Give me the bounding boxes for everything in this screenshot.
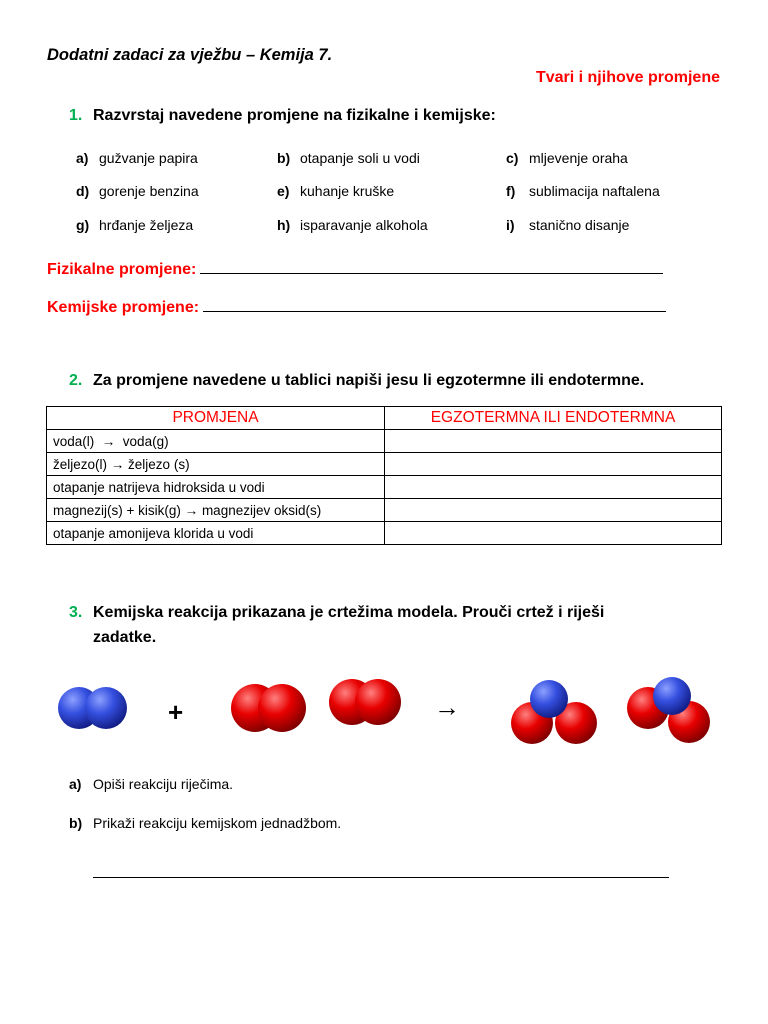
table-cell-change xyxy=(47,453,385,476)
chemical-answer-row xyxy=(47,297,666,317)
item-label: b) xyxy=(277,150,291,166)
item-text: isparavanje alkohola xyxy=(300,217,428,233)
table-row xyxy=(47,453,722,476)
oxygen-molecule-icon xyxy=(329,679,401,725)
item-text: otapanje soli u vodi xyxy=(300,150,420,166)
item-text: Prikaži reakciju kemijskom jednadžbom. xyxy=(93,815,342,831)
question-1 xyxy=(69,107,496,125)
item-label: a) xyxy=(76,150,89,166)
physical-answer-row xyxy=(47,259,663,279)
table-cell-answer[interactable] xyxy=(385,453,722,476)
table-cell-change xyxy=(47,499,385,522)
item-label: d) xyxy=(76,183,90,199)
list-item xyxy=(69,815,341,831)
question-1-number: 1. xyxy=(69,107,83,124)
change-description: otapanje amonijeva klorida u vodi xyxy=(53,525,254,541)
chemical-changes-label: Kemijske promjene: xyxy=(47,299,200,316)
change-reactant: željezo(l) xyxy=(53,456,108,472)
question-2-number: 2. xyxy=(69,372,83,389)
table-cell-answer[interactable] xyxy=(385,522,722,545)
equation-answer-line[interactable] xyxy=(93,877,669,878)
question-3-text-line2: zadatke. xyxy=(93,629,157,646)
question-2-text: Za promjene navedene u tablici napiši jesu li egzotermne ili endotermne. xyxy=(93,372,645,389)
list-item xyxy=(277,217,428,233)
change-description: otapanje natrijeva hidroksida u vodi xyxy=(53,479,265,495)
table-cell-answer[interactable] xyxy=(385,476,722,499)
table-row xyxy=(47,476,722,499)
item-text: gužvanje papira xyxy=(99,150,198,166)
question-2 xyxy=(69,372,644,390)
question-3-text-line1: Kemijska reakcija prikazana je crtežima modela. Prouči crtež i riješi xyxy=(93,604,605,621)
item-label: a) xyxy=(69,776,82,792)
reaction-arrow-icon: → xyxy=(434,692,460,722)
list-item xyxy=(506,150,628,166)
table-cell-answer[interactable] xyxy=(385,499,722,522)
table-cell-change xyxy=(47,430,385,453)
change-product: voda(g) xyxy=(122,433,169,449)
list-item xyxy=(277,183,394,199)
reaction-arrow-icon: → xyxy=(110,456,125,472)
item-text: gorenje benzina xyxy=(99,183,199,199)
nitrogen-dioxide-molecule-icon xyxy=(627,677,710,743)
table-cell-answer[interactable] xyxy=(385,430,722,453)
table-header-change: PROMJENA xyxy=(47,407,385,430)
list-item xyxy=(506,217,629,233)
plus-sign: + xyxy=(168,697,184,727)
question-1-text: Razvrstaj navedene promjene na fizikalne i kemijske: xyxy=(93,107,496,124)
item-label: c) xyxy=(506,150,519,166)
list-item xyxy=(76,217,193,233)
table-row xyxy=(47,499,722,522)
page-title: Dodatni zadaci za vježbu – Kemija 7. xyxy=(47,46,333,64)
item-text: kuhanje kruške xyxy=(300,183,395,199)
item-label: i) xyxy=(506,217,515,233)
list-item xyxy=(506,183,660,199)
item-text: sublimacija naftalena xyxy=(529,183,660,199)
table-row xyxy=(47,522,722,545)
nitrogen-molecule-icon xyxy=(58,687,127,729)
item-label: g) xyxy=(76,217,90,233)
list-item xyxy=(76,150,198,166)
list-item xyxy=(277,150,420,166)
table-cell-change xyxy=(47,522,385,545)
change-product: magnezijev oksid(s) xyxy=(201,502,322,518)
list-item xyxy=(76,183,199,199)
item-text: stanično disanje xyxy=(529,217,630,233)
reaction-arrow-icon: → xyxy=(101,433,116,449)
exo-endo-table xyxy=(46,406,722,545)
item-label: h) xyxy=(277,217,291,233)
chemical-changes-answer-line[interactable] xyxy=(203,297,666,312)
item-label: f) xyxy=(506,183,516,199)
change-reactant: magnezij(s) + kisik(g) xyxy=(53,502,181,518)
item-label: b) xyxy=(69,815,83,831)
item-text: mljevenje oraha xyxy=(529,150,628,166)
table-row xyxy=(47,430,722,453)
table-header-type: EGZOTERMNA ILI ENDOTERMNA xyxy=(385,407,722,430)
nitrogen-dioxide-molecule-icon xyxy=(511,680,597,744)
item-label: e) xyxy=(277,183,290,199)
table-header-row xyxy=(47,407,722,430)
list-item xyxy=(69,776,233,792)
reaction-model-drawing xyxy=(0,660,768,760)
question-3 xyxy=(69,600,689,650)
item-text: Opiši reakciju riječima. xyxy=(93,776,234,792)
page-subtitle: Tvari i njihove promjene xyxy=(535,69,720,86)
change-reactant: voda(l) xyxy=(53,433,95,449)
reaction-arrow-icon: → xyxy=(184,502,199,518)
oxygen-molecule-icon xyxy=(231,684,306,732)
physical-changes-label: Fizikalne promjene: xyxy=(47,261,197,278)
change-product: željezo (s) xyxy=(128,456,190,472)
physical-changes-answer-line[interactable] xyxy=(200,259,663,274)
table-cell-change xyxy=(47,476,385,499)
item-text: hrđanje željeza xyxy=(99,217,194,233)
question-3-number: 3. xyxy=(69,604,83,621)
